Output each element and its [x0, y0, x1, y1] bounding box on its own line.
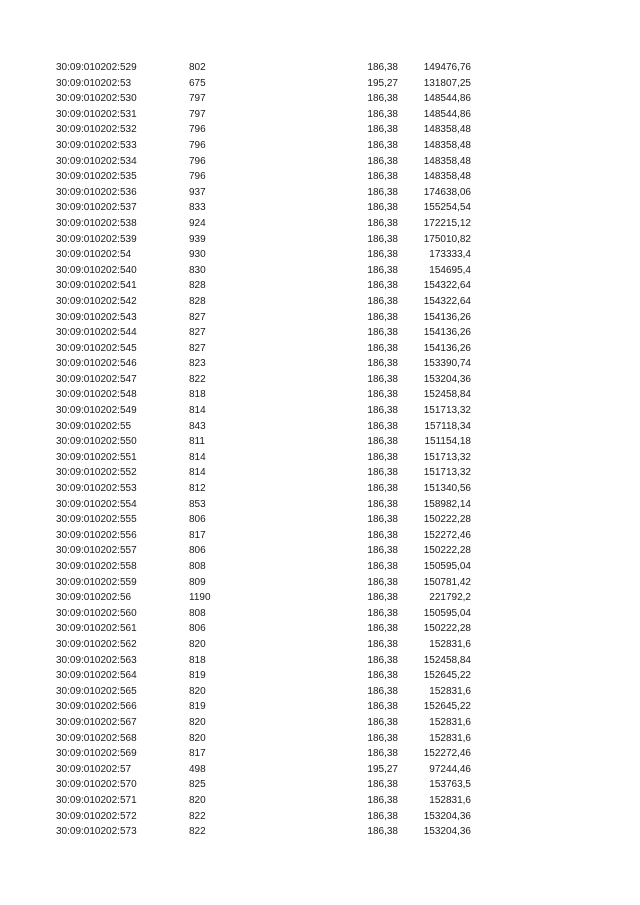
- area-cell: 812: [189, 483, 206, 495]
- cadastral-number-cell: 30:09:010202:545: [56, 342, 137, 354]
- area-cell: 675: [189, 77, 206, 89]
- value-cell: 152272,46: [423, 529, 471, 541]
- value-cell: 151713,32: [423, 405, 471, 417]
- cadastral-number-cell: 30:09:010202:542: [56, 295, 137, 307]
- rate-cell: 186,38: [367, 295, 398, 307]
- value-cell: 153204,36: [423, 373, 471, 385]
- cadastral-number-cell: 30:09:010202:556: [56, 529, 137, 541]
- cadastral-number-cell: 30:09:010202:566: [56, 701, 137, 713]
- table-row: [56, 138, 476, 154]
- rate-cell: 186,38: [367, 171, 398, 183]
- value-cell: 149476,76: [423, 62, 471, 73]
- table-row: [56, 247, 476, 263]
- rate-cell: 186,38: [367, 623, 398, 635]
- table-row: [56, 497, 476, 513]
- value-cell: 151713,32: [423, 467, 471, 479]
- value-cell: 153390,74: [423, 358, 471, 370]
- value-cell: 153763,5: [429, 779, 471, 791]
- table-row: [56, 107, 476, 123]
- rate-cell: 186,38: [367, 467, 398, 479]
- area-cell: 806: [189, 545, 206, 557]
- table-row: [56, 169, 476, 185]
- rate-cell: 186,38: [367, 826, 398, 838]
- rate-cell: 186,38: [367, 545, 398, 557]
- rate-cell: 186,38: [367, 451, 398, 463]
- rate-cell: 186,38: [367, 217, 398, 229]
- table-row: [56, 528, 476, 544]
- table-row: [56, 590, 476, 606]
- area-cell: 820: [189, 732, 206, 744]
- table-row: [56, 715, 476, 731]
- table-row: [56, 512, 476, 528]
- cadastral-number-cell: 30:09:010202:541: [56, 280, 137, 292]
- value-cell: 157118,34: [424, 420, 471, 432]
- area-cell: 819: [189, 701, 206, 713]
- cadastral-number-cell: 30:09:010202:538: [56, 217, 137, 229]
- table-row: [56, 559, 476, 575]
- cadastral-number-cell: 30:09:010202:533: [56, 139, 137, 151]
- rate-cell: 186,38: [367, 436, 398, 448]
- rate-cell: 186,38: [367, 202, 398, 214]
- table-row: [56, 575, 476, 591]
- value-cell: 154136,26: [423, 327, 471, 339]
- table-row: [56, 91, 476, 107]
- cadastral-number-cell: 30:09:010202:537: [56, 202, 137, 214]
- value-cell: 148544,86: [423, 93, 471, 105]
- value-cell: 150222,28: [423, 545, 471, 557]
- rate-cell: 186,38: [367, 93, 398, 105]
- value-cell: 151713,32: [423, 451, 471, 463]
- table-row: [56, 200, 476, 216]
- rate-cell: 186,38: [367, 108, 398, 120]
- rate-cell: 186,38: [367, 607, 398, 619]
- cadastral-number-cell: 30:09:010202:564: [56, 670, 137, 682]
- table-row: [56, 341, 476, 357]
- area-cell: 498: [189, 763, 206, 775]
- value-cell: 97244,46: [429, 763, 471, 775]
- area-cell: 817: [189, 529, 206, 541]
- area-cell: 814: [189, 405, 206, 417]
- cadastral-number-cell: 30:09:010202:532: [56, 124, 137, 136]
- table-row: [56, 699, 476, 715]
- value-cell: 152272,46: [423, 748, 471, 760]
- rate-cell: 186,38: [367, 514, 398, 526]
- area-cell: 822: [189, 810, 206, 822]
- area-cell: 818: [189, 654, 206, 666]
- table-row: [56, 263, 476, 279]
- value-cell: 154136,26: [423, 311, 471, 323]
- value-cell: 153204,36: [423, 810, 471, 822]
- value-cell: 172215,12: [423, 217, 471, 229]
- table-row: [56, 154, 476, 170]
- value-cell: 150222,28: [423, 514, 471, 526]
- table-row: [56, 450, 476, 466]
- area-cell: 843: [189, 420, 206, 432]
- rate-cell: 186,38: [367, 670, 398, 682]
- value-cell: 148358,48: [423, 139, 471, 151]
- area-cell: 937: [189, 186, 206, 198]
- cadastral-number-cell: 30:09:010202:543: [56, 311, 137, 323]
- area-cell: 796: [189, 155, 206, 167]
- cadastral-number-cell: 30:09:010202:547: [56, 373, 137, 385]
- table-row: [56, 653, 476, 669]
- cadastral-number-cell: 30:09:010202:550: [56, 436, 137, 448]
- area-cell: 796: [189, 171, 206, 183]
- cadastral-number-cell: 30:09:010202:549: [56, 405, 137, 417]
- rate-cell: 186,38: [367, 249, 398, 261]
- table-row: [56, 419, 476, 435]
- table-row: [56, 777, 476, 793]
- rate-cell: 186,38: [367, 654, 398, 666]
- area-cell: 930: [189, 249, 206, 261]
- rate-cell: 186,38: [367, 483, 398, 495]
- value-cell: 173333,4: [429, 249, 471, 261]
- value-cell: 153204,36: [423, 826, 471, 838]
- rate-cell: 186,38: [367, 155, 398, 167]
- cadastral-number-cell: 30:09:010202:560: [56, 607, 137, 619]
- area-cell: 806: [189, 623, 206, 635]
- cadastral-number-cell: 30:09:010202:54: [56, 249, 132, 261]
- value-cell: 131807,25: [423, 77, 471, 89]
- cadastral-number-cell: 30:09:010202:535: [56, 171, 137, 183]
- cadastral-number-cell: 30:09:010202:530: [56, 93, 137, 105]
- area-cell: 796: [189, 124, 206, 136]
- table-row: [56, 356, 476, 372]
- table-row: [56, 481, 476, 497]
- cadastral-number-cell: 30:09:010202:546: [56, 358, 137, 370]
- cadastral-number-cell: 30:09:010202:55: [56, 420, 132, 432]
- value-cell: 151340,56: [423, 483, 471, 495]
- rate-cell: 186,38: [367, 529, 398, 541]
- cadastral-number-cell: 30:09:010202:553: [56, 483, 137, 495]
- rate-cell: 186,38: [367, 576, 398, 588]
- area-cell: 822: [189, 826, 206, 838]
- area-cell: 817: [189, 748, 206, 760]
- cadastral-number-cell: 30:09:010202:539: [56, 233, 137, 245]
- rate-cell: 186,38: [367, 794, 398, 806]
- area-cell: 814: [189, 467, 206, 479]
- rate-cell: 186,38: [367, 233, 398, 245]
- area-cell: 822: [189, 373, 206, 385]
- cadastral-number-cell: 30:09:010202:551: [56, 451, 137, 463]
- area-cell: 796: [189, 139, 206, 151]
- cadastral-number-cell: 30:09:010202:557: [56, 545, 137, 557]
- cadastral-number-cell: 30:09:010202:565: [56, 685, 137, 697]
- value-cell: 154322,64: [423, 280, 471, 292]
- cadastral-number-cell: 30:09:010202:571: [56, 794, 137, 806]
- value-cell: 152831,6: [429, 638, 471, 650]
- cadastral-number-cell: 30:09:010202:56: [56, 592, 132, 604]
- rate-cell: 186,38: [367, 327, 398, 339]
- area-cell: 811: [189, 436, 205, 448]
- cadastral-number-cell: 30:09:010202:540: [56, 264, 137, 276]
- table-row: [56, 294, 476, 310]
- value-cell: 221792,2: [429, 592, 471, 604]
- table-row: [56, 824, 476, 840]
- table-row: [56, 434, 476, 450]
- area-cell: 809: [189, 576, 206, 588]
- area-cell: 797: [189, 108, 206, 120]
- cadastral-number-cell: 30:09:010202:572: [56, 810, 137, 822]
- rate-cell: 186,38: [367, 139, 398, 151]
- cadastral-number-cell: 30:09:010202:536: [56, 186, 137, 198]
- cadastral-number-cell: 30:09:010202:561: [56, 623, 137, 635]
- area-cell: 806: [189, 514, 206, 526]
- rate-cell: 186,38: [367, 264, 398, 276]
- table-row: [56, 746, 476, 762]
- rate-cell: 186,38: [367, 373, 398, 385]
- table-row: [56, 668, 476, 684]
- area-cell: 924: [189, 217, 206, 229]
- cadastral-number-cell: 30:09:010202:562: [56, 638, 137, 650]
- rate-cell: 186,38: [367, 498, 398, 510]
- rate-cell: 186,38: [367, 389, 398, 401]
- table-row: [56, 232, 476, 248]
- rate-cell: 186,38: [367, 810, 398, 822]
- table-row: [56, 325, 476, 341]
- value-cell: 150595,04: [423, 607, 471, 619]
- rate-cell: 186,38: [367, 420, 398, 432]
- cadastral-number-cell: 30:09:010202:554: [56, 498, 137, 510]
- value-cell: 152645,22: [423, 701, 471, 713]
- data-table: [56, 60, 476, 840]
- area-cell: 828: [189, 295, 206, 307]
- area-cell: 802: [189, 62, 206, 73]
- table-row: [56, 372, 476, 388]
- value-cell: 148544,86: [423, 108, 471, 120]
- table-row: [56, 684, 476, 700]
- rate-cell: 186,38: [367, 592, 398, 604]
- value-cell: 152831,6: [429, 716, 471, 728]
- cadastral-number-cell: 30:09:010202:57: [56, 763, 132, 775]
- rate-cell: 186,38: [367, 311, 398, 323]
- area-cell: 823: [189, 358, 206, 370]
- area-cell: 820: [189, 794, 206, 806]
- area-cell: 808: [189, 561, 206, 572]
- cadastral-number-cell: 30:09:010202:568: [56, 732, 137, 744]
- area-cell: 828: [189, 280, 206, 292]
- table-row: [56, 543, 476, 559]
- rate-cell: 186,38: [367, 748, 398, 760]
- cadastral-number-cell: 30:09:010202:552: [56, 467, 137, 479]
- value-cell: 155254,54: [423, 202, 471, 214]
- value-cell: 154136,26: [423, 342, 471, 354]
- value-cell: 152458,84: [423, 389, 471, 401]
- area-cell: 1190: [189, 592, 211, 604]
- rate-cell: 195,27: [367, 763, 398, 775]
- area-cell: 819: [189, 670, 206, 682]
- value-cell: 150595,04: [423, 561, 471, 572]
- table-row: [56, 731, 476, 747]
- area-cell: 808: [189, 607, 206, 619]
- table-row: [56, 762, 476, 778]
- table-row: [56, 637, 476, 653]
- rate-cell: 186,38: [367, 186, 398, 198]
- rate-cell: 186,38: [367, 405, 398, 417]
- area-cell: 833: [189, 202, 206, 214]
- rate-cell: 186,38: [367, 62, 398, 73]
- table-row: [56, 387, 476, 403]
- value-cell: 174638,06: [423, 186, 471, 198]
- value-cell: 151154,18: [424, 436, 471, 448]
- table-row: [56, 122, 476, 138]
- value-cell: 175010,82: [423, 233, 471, 245]
- value-cell: 152645,22: [423, 670, 471, 682]
- table-row: [56, 465, 476, 481]
- cadastral-number-cell: 30:09:010202:548: [56, 389, 137, 401]
- area-cell: 827: [189, 311, 206, 323]
- rate-cell: 186,38: [367, 280, 398, 292]
- area-cell: 797: [189, 93, 206, 105]
- value-cell: 150781,42: [423, 576, 471, 588]
- table-row: [56, 60, 476, 76]
- cadastral-number-cell: 30:09:010202:534: [56, 155, 137, 167]
- table-row: [56, 403, 476, 419]
- cadastral-number-cell: 30:09:010202:544: [56, 327, 137, 339]
- area-cell: 827: [189, 327, 206, 339]
- value-cell: 148358,48: [423, 155, 471, 167]
- rate-cell: 186,38: [367, 685, 398, 697]
- cadastral-number-cell: 30:09:010202:570: [56, 779, 137, 791]
- rate-cell: 186,38: [367, 716, 398, 728]
- area-cell: 820: [189, 685, 206, 697]
- cadastral-number-cell: 30:09:010202:567: [56, 716, 137, 728]
- value-cell: 152458,84: [423, 654, 471, 666]
- table-row: [56, 76, 476, 92]
- rate-cell: 195,27: [367, 77, 398, 89]
- area-cell: 830: [189, 264, 206, 276]
- value-cell: 150222,28: [423, 623, 471, 635]
- rate-cell: 186,38: [367, 124, 398, 136]
- table-row: [56, 793, 476, 809]
- value-cell: 154322,64: [423, 295, 471, 307]
- area-cell: 827: [189, 342, 206, 354]
- rate-cell: 186,38: [367, 342, 398, 354]
- value-cell: 154695,4: [429, 264, 471, 276]
- area-cell: 825: [189, 779, 206, 791]
- cadastral-number-cell: 30:09:010202:529: [56, 62, 137, 73]
- area-cell: 939: [189, 233, 206, 245]
- rate-cell: 186,38: [367, 732, 398, 744]
- cadastral-number-cell: 30:09:010202:555: [56, 514, 137, 526]
- value-cell: 152831,6: [429, 685, 471, 697]
- value-cell: 148358,48: [423, 171, 471, 183]
- area-cell: 820: [189, 716, 206, 728]
- rate-cell: 186,38: [367, 701, 398, 713]
- cadastral-number-cell: 30:09:010202:531: [56, 108, 137, 120]
- rate-cell: 186,38: [367, 779, 398, 791]
- table-row: [56, 185, 476, 201]
- cadastral-number-cell: 30:09:010202:573: [56, 826, 137, 838]
- cadastral-number-cell: 30:09:010202:558: [56, 561, 137, 572]
- rate-cell: 186,38: [367, 358, 398, 370]
- rate-cell: 186,38: [367, 638, 398, 650]
- table-row: [56, 310, 476, 326]
- table-row: [56, 809, 476, 825]
- table-row: [56, 278, 476, 294]
- table-row: [56, 606, 476, 622]
- area-cell: 814: [189, 451, 206, 463]
- rate-cell: 186,38: [367, 561, 398, 572]
- area-cell: 853: [189, 498, 206, 510]
- cadastral-number-cell: 30:09:010202:563: [56, 654, 137, 666]
- cadastral-number-cell: 30:09:010202:53: [56, 77, 132, 89]
- area-cell: 820: [189, 638, 206, 650]
- area-cell: 818: [189, 389, 206, 401]
- value-cell: 152831,6: [429, 732, 471, 744]
- cadastral-number-cell: 30:09:010202:569: [56, 748, 137, 760]
- value-cell: 148358,48: [423, 124, 471, 136]
- table-row: [56, 621, 476, 637]
- value-cell: 158982,14: [423, 498, 471, 510]
- cadastral-number-cell: 30:09:010202:559: [56, 576, 137, 588]
- value-cell: 152831,6: [429, 794, 471, 806]
- table-row: [56, 216, 476, 232]
